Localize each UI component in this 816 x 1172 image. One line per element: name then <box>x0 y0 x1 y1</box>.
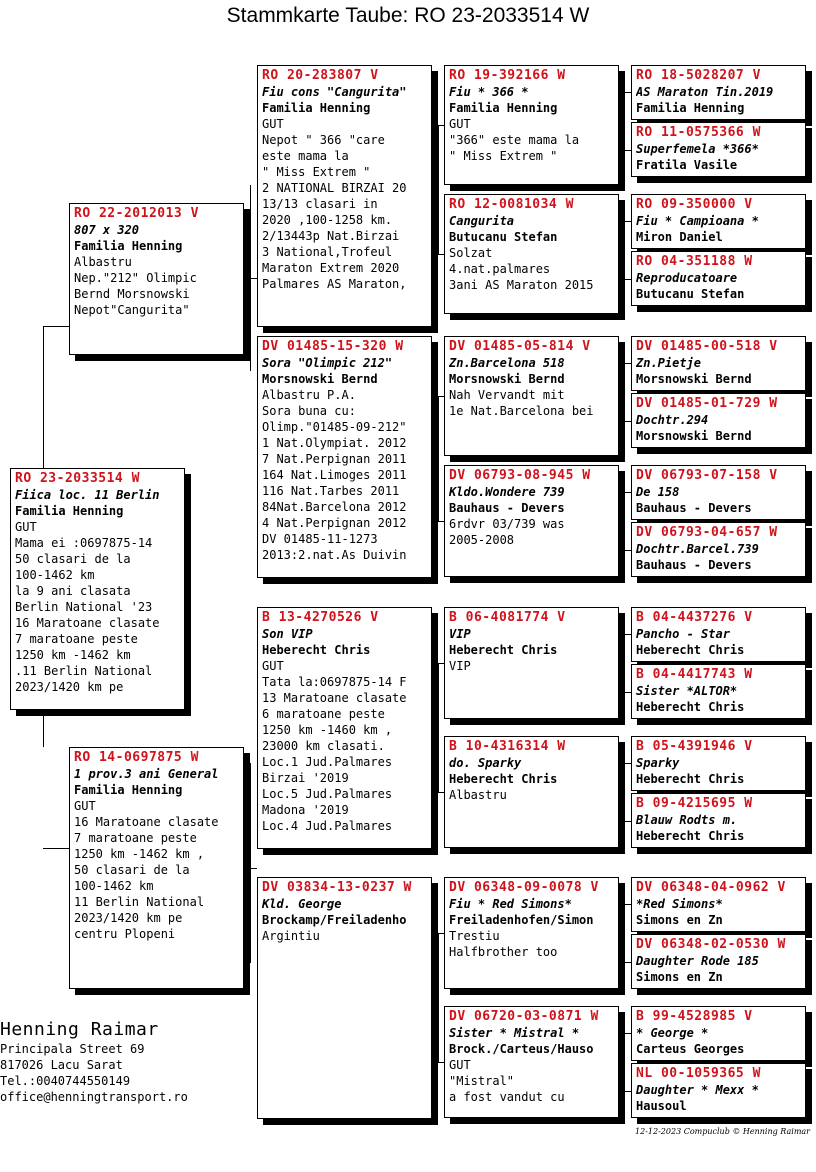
note-line: GUT <box>15 520 37 534</box>
ring-number: B 04-4437276 V <box>636 610 753 625</box>
connector-line <box>250 763 251 963</box>
ring-number: B 99-4528985 V <box>636 1009 753 1024</box>
note-line: Nepot"Cangurita" <box>74 303 190 317</box>
note-line: 100-1462 km <box>74 879 154 893</box>
note-line: 11 Berlin National <box>74 895 205 909</box>
pigeon-card-g15 <box>631 1006 806 1061</box>
pigeon-card-fm <box>257 336 432 578</box>
pigeon-name: Sister * Mistral * <box>449 1026 580 1040</box>
owner-name: Familia Henning <box>15 504 124 518</box>
owner-name: Bauhaus - Devers <box>636 501 752 515</box>
note-line: 6rdvr 03/739 was <box>449 517 565 531</box>
pigeon-name: 807 x 320 <box>74 223 140 237</box>
pigeon-name: Fiu * 366 * <box>449 85 529 99</box>
ring-number: RO 20-283807 V <box>262 68 379 83</box>
ring-number: RO 09-350000 V <box>636 197 753 212</box>
connector-line <box>438 125 439 254</box>
connector-line <box>619 221 631 222</box>
note-line: .11 Berlin National <box>15 664 153 678</box>
connector-line <box>438 933 439 1062</box>
ring-number: NL 00-1059365 W <box>636 1066 761 1081</box>
owner-name: Morsnowski Bernd <box>449 372 565 386</box>
ring-number: B 06-4081774 V <box>449 610 566 625</box>
ring-number: DV 03834-13-0237 W <box>262 880 412 895</box>
ring-number: RO 22-2012013 V <box>74 206 199 221</box>
note-line: Olimp."01485-09-212" <box>262 420 407 434</box>
connector-line <box>619 692 631 693</box>
owner-name: Brock./Carteus/Hauso <box>449 1042 594 1056</box>
connector-line <box>619 962 631 963</box>
pigeon-name: Blauw Rodts m. <box>636 813 738 827</box>
ring-number: RO 19-392166 W <box>449 68 566 83</box>
note-line: Halfbrother too <box>449 945 558 959</box>
pigeon-name: Dochtr.Barcel.739 <box>636 542 759 556</box>
owner-name: Morsnowski Bernd <box>636 429 752 443</box>
note-line: Palmares AS Maraton, <box>262 277 407 291</box>
owner-name: Familia Henning <box>74 239 183 253</box>
note-line: Tata la:0697875-14 F <box>262 675 407 689</box>
note-line: 2005-2008 <box>449 533 515 547</box>
pigeon-name: De 158 <box>636 485 680 499</box>
ring-number: DV 01485-00-518 V <box>636 339 778 354</box>
pigeon-name: Fiu * Campioana * <box>636 214 759 228</box>
connector-line <box>619 150 631 151</box>
note-line: 1250 km -1460 km , <box>262 723 393 737</box>
note-line: 3ani AS Maraton 2015 <box>449 278 594 292</box>
connector-line <box>619 821 631 822</box>
pigeon-card-g2 <box>631 122 806 177</box>
pigeon-card-g8 <box>631 522 806 577</box>
owner-name: Heberecht Chris <box>262 643 371 657</box>
connector-line <box>619 634 631 635</box>
pigeon-name: Zn.Barcelona 518 <box>449 356 565 370</box>
breeder-phone: Tel.:0040744550149 <box>0 1074 131 1088</box>
owner-name: Morsnowski Bernd <box>262 372 378 386</box>
connector-line <box>619 492 631 493</box>
connector-line <box>432 521 444 522</box>
ring-number: RO 04-351188 W <box>636 254 753 269</box>
note-line: 50 clasari de la <box>15 552 131 566</box>
pigeon-name: Daughter Rode 185 <box>636 954 759 968</box>
note-line: 7 maratoane peste <box>74 831 197 845</box>
note-line: este mama la <box>262 149 349 163</box>
connector-line <box>619 421 631 422</box>
note-line: 50 clasari de la <box>74 863 190 877</box>
pigeon-name: Sparky <box>636 756 680 770</box>
note-line: Maraton Extrem 2020 <box>262 261 400 275</box>
pigeon-card-g10 <box>631 664 806 719</box>
ring-number: B 09-4215695 W <box>636 796 753 811</box>
connector-line <box>619 904 631 905</box>
pigeon-name: Kldo.Wondere 739 <box>449 485 565 499</box>
note-line: 2023/1420 km pe <box>15 680 124 694</box>
owner-name: Bauhaus - Devers <box>449 501 565 515</box>
ring-number: B 04-4417743 W <box>636 667 753 682</box>
breeder-name: Henning Raimar <box>0 1019 159 1040</box>
ring-number: DV 01485-01-729 W <box>636 396 778 411</box>
breeder-info <box>0 1019 188 1105</box>
owner-name: Brockamp/Freiladenho <box>262 913 407 927</box>
ring-number: DV 06348-04-0962 V <box>636 880 786 895</box>
pigeon-card-g4 <box>631 251 806 306</box>
note-line: VIP <box>449 659 471 673</box>
note-line: 1e Nat.Barcelona bei <box>449 404 594 418</box>
pigeon-card-father <box>69 203 244 355</box>
note-line: 2013:2.nat.As Duivin <box>262 548 407 562</box>
owner-name: Familia Henning <box>262 101 371 115</box>
pigeon-name: Son VIP <box>262 627 313 641</box>
ring-number: RO 14-0697875 W <box>74 750 199 765</box>
note-line: Nep."212" Olimpic <box>74 271 197 285</box>
ring-number: DV 06348-09-0078 V <box>449 880 599 895</box>
note-line: Berlin National '23 <box>15 600 153 614</box>
breeder-email: office@henningtransport.ro <box>0 1090 188 1104</box>
connector-line <box>432 254 444 255</box>
note-line: 84Nat.Barcelona 2012 <box>262 500 407 514</box>
note-line: DV 01485-11-1273 <box>262 532 378 546</box>
pigeon-name: Reproducatoare <box>636 271 738 285</box>
pigeon-card-g7 <box>631 465 806 520</box>
connector-line <box>438 396 439 521</box>
note-line: 13 Maratoane clasate <box>262 691 407 705</box>
note-line: Nah Vervandt mit <box>449 388 565 402</box>
owner-name: Familia Henning <box>636 101 745 115</box>
pigeon-name: 1 prov.3 ani General <box>74 767 219 781</box>
connector-line <box>619 763 631 764</box>
pigeon-name: Fiu * Red Simons* <box>449 897 572 911</box>
note-line: Mama ei :0697875-14 <box>15 536 153 550</box>
note-line: 1250 km -1462 km , <box>74 847 205 861</box>
pigeon-name: do. Sparky <box>449 756 522 770</box>
owner-name: Familia Henning <box>449 101 558 115</box>
note-line: 1 Nat.Olympiat. 2012 <box>262 436 407 450</box>
pigeon-name: Daughter * Mexx * <box>636 1083 759 1097</box>
ring-number: DV 06793-04-657 W <box>636 525 778 540</box>
ring-number: RO 23-2033514 W <box>15 471 140 486</box>
ring-number: RO 11-0575366 W <box>636 125 761 140</box>
owner-name: Butucanu Stefan <box>636 287 745 301</box>
pigeon-card-mf <box>257 607 432 849</box>
pigeon-name: Sora "Olimpic 212" <box>262 356 393 370</box>
note-line: GUT <box>449 117 471 131</box>
pigeon-card-g12 <box>631 793 806 848</box>
connector-line <box>250 185 251 371</box>
owner-name: Familia Henning <box>74 783 183 797</box>
pigeon-card-mff <box>444 607 619 719</box>
note-line: Madona '2019 <box>262 803 349 817</box>
owner-name: Heberecht Chris <box>636 643 745 657</box>
note-line: "Mistral" <box>449 1074 515 1088</box>
note-line: Loc.1 Jud.Palmares <box>262 755 393 769</box>
breeder-city: 817026 Lacu Sarat <box>0 1058 123 1072</box>
note-line: Albastru P.A. <box>262 388 356 402</box>
owner-name: Heberecht Chris <box>636 829 745 843</box>
note-line: GUT <box>74 799 96 813</box>
note-line: 2020 ,100-1258 km. <box>262 213 393 227</box>
note-line: 116 Nat.Tarbes 2011 <box>262 484 400 498</box>
note-line: GUT <box>262 117 284 131</box>
note-line: 16 Maratoane clasate <box>15 616 160 630</box>
ring-number: RO 18-5028207 V <box>636 68 761 83</box>
pigeon-name: Pancho - Star <box>636 627 730 641</box>
page-title: Stammkarte Taube: RO 23-2033514 W <box>226 4 590 27</box>
connector-line <box>432 1062 444 1063</box>
owner-name: Freiladenhofen/Simon <box>449 913 594 927</box>
pigeon-card-fff <box>444 65 619 185</box>
note-line: " Miss Extrem " <box>449 149 558 163</box>
owner-name: Simons en Zn <box>636 970 723 984</box>
pigeon-card-mfm <box>444 736 619 848</box>
ring-number: B 13-4270526 V <box>262 610 379 625</box>
ring-number: DV 06793-07-158 V <box>636 468 778 483</box>
ring-number: DV 06793-08-945 W <box>449 468 591 483</box>
pigeon-name: Cangurita <box>449 214 515 228</box>
note-line: Loc.5 Jud.Palmares <box>262 787 393 801</box>
note-line: 2023/1420 km pe <box>74 911 183 925</box>
pigeon-name: Superfemela *366* <box>636 142 759 156</box>
pigeon-card-mother <box>69 747 244 989</box>
ring-number: DV 01485-05-814 V <box>449 339 591 354</box>
pigeon-card-g11 <box>631 736 806 791</box>
connector-line <box>43 326 69 327</box>
pigeon-name: Kld. George <box>262 897 342 911</box>
note-line: Trestiu <box>449 929 500 943</box>
note-line: GUT <box>449 1058 471 1072</box>
owner-name: Hausoul <box>636 1099 687 1113</box>
note-line: 23000 km clasati. <box>262 739 385 753</box>
pigeon-card-mmf <box>444 877 619 989</box>
ring-number: DV 01485-15-320 W <box>262 339 404 354</box>
owner-name: Miron Daniel <box>636 230 723 244</box>
owner-name: Bauhaus - Devers <box>636 558 752 572</box>
note-line: 16 Maratoane clasate <box>74 815 219 829</box>
note-line: Albastru <box>74 255 132 269</box>
owner-name: Heberecht Chris <box>636 772 745 786</box>
pigeon-name: AS Maraton Tin.2019 <box>636 85 774 99</box>
note-line: centru Plopeni <box>74 927 176 941</box>
note-line: Argintiu <box>262 929 320 943</box>
connector-line <box>619 363 631 364</box>
note-line: 2/13443p Nat.Birzai <box>262 229 400 243</box>
ring-number: B 10-4316314 W <box>449 739 566 754</box>
note-line: Albastru <box>449 788 507 802</box>
connector-line <box>43 848 69 849</box>
note-line: 3 National,Trofeul <box>262 245 393 259</box>
note-line: 7 Nat.Perpignan 2011 <box>262 452 407 466</box>
note-line: GUT <box>262 659 284 673</box>
pigeon-name: Fiica loc. 11 Berlin <box>15 488 160 502</box>
owner-name: Heberecht Chris <box>449 643 558 657</box>
connector-line <box>619 1033 631 1034</box>
pigeon-card-ff <box>257 65 432 327</box>
owner-name: Fratila Vasile <box>636 158 738 172</box>
pigeon-card-g5 <box>631 336 806 391</box>
owner-name: Simons en Zn <box>636 913 723 927</box>
owner-name: Carteus Georges <box>636 1042 745 1056</box>
connector-line <box>43 326 44 468</box>
owner-name: Butucanu Stefan <box>449 230 558 244</box>
connector-line <box>619 279 631 280</box>
pigeon-card-g16 <box>631 1063 806 1118</box>
connector-line <box>619 92 631 93</box>
owner-name: Heberecht Chris <box>449 772 558 786</box>
pigeon-card-fmf <box>444 336 619 456</box>
ring-number: DV 06348-02-0530 W <box>636 937 786 952</box>
connector-line <box>438 663 439 792</box>
note-line: 4 Nat.Perpignan 2012 <box>262 516 407 530</box>
pigeon-card-mmm <box>444 1006 619 1118</box>
owner-name: Heberecht Chris <box>636 700 745 714</box>
note-line: "366" este mama la <box>449 133 580 147</box>
footer-credit: 12-12-2023 Compuclub © Henning Raimar <box>635 1127 810 1136</box>
note-line: 100-1462 km <box>15 568 95 582</box>
connector-line <box>432 792 444 793</box>
pigeon-card-g9 <box>631 607 806 662</box>
pigeon-card-fmm <box>444 465 619 577</box>
ring-number: B 05-4391946 V <box>636 739 753 754</box>
pigeon-name: VIP <box>449 627 471 641</box>
note-line: Loc.4 Jud.Palmares <box>262 819 393 833</box>
pigeon-name: * George * <box>636 1026 709 1040</box>
breeder-street: Principala Street 69 <box>0 1042 145 1056</box>
connector-line <box>43 710 44 747</box>
connector-line <box>619 1091 631 1092</box>
pigeon-card-g14 <box>631 934 806 989</box>
note-line: " Miss Extrem " <box>262 165 371 179</box>
note-line: 6 maratoane peste <box>262 707 385 721</box>
pigeon-card-g13 <box>631 877 806 932</box>
ring-number: RO 12-0081034 W <box>449 197 574 212</box>
note-line: Sora buna cu: <box>262 404 356 418</box>
note-line: 2 NATIONAL BIRZAI 20 <box>262 181 407 195</box>
note-line: Solzat <box>449 246 493 260</box>
ring-number: DV 06720-03-0871 W <box>449 1009 599 1024</box>
note-line: 4.nat.palmares <box>449 262 551 276</box>
pigeon-card-ffm <box>444 194 619 314</box>
pigeon-card-subject <box>10 468 185 710</box>
note-line: 1250 km -1462 km <box>15 648 131 662</box>
pigeon-card-g1 <box>631 65 806 120</box>
note-line: 13/13 clasari in <box>262 197 378 211</box>
owner-name: Morsnowski Bernd <box>636 372 752 386</box>
connector-line <box>619 550 631 551</box>
note-line: 164 Nat.Limoges 2011 <box>262 468 407 482</box>
note-line: a fost vandut cu <box>449 1090 565 1104</box>
pigeon-card-g3 <box>631 194 806 249</box>
note-line: Bernd Morsnowski <box>74 287 190 301</box>
pigeon-name: Fiu cons "Cangurita" <box>262 85 407 99</box>
note-line: 7 maratoane peste <box>15 632 138 646</box>
pigeon-name: Sister *ALTOR* <box>636 684 738 698</box>
pigeon-card-g6 <box>631 393 806 448</box>
note-line: la 9 ani clasata <box>15 584 131 598</box>
note-line: Nepot " 366 "care <box>262 133 385 147</box>
pigeon-card-mm <box>257 877 432 1119</box>
pigeon-name: Zn.Pietje <box>636 356 702 370</box>
note-line: Birzai '2019 <box>262 771 349 785</box>
pigeon-name: *Red Simons* <box>636 897 723 911</box>
pigeon-name: Dochtr.294 <box>636 413 709 427</box>
